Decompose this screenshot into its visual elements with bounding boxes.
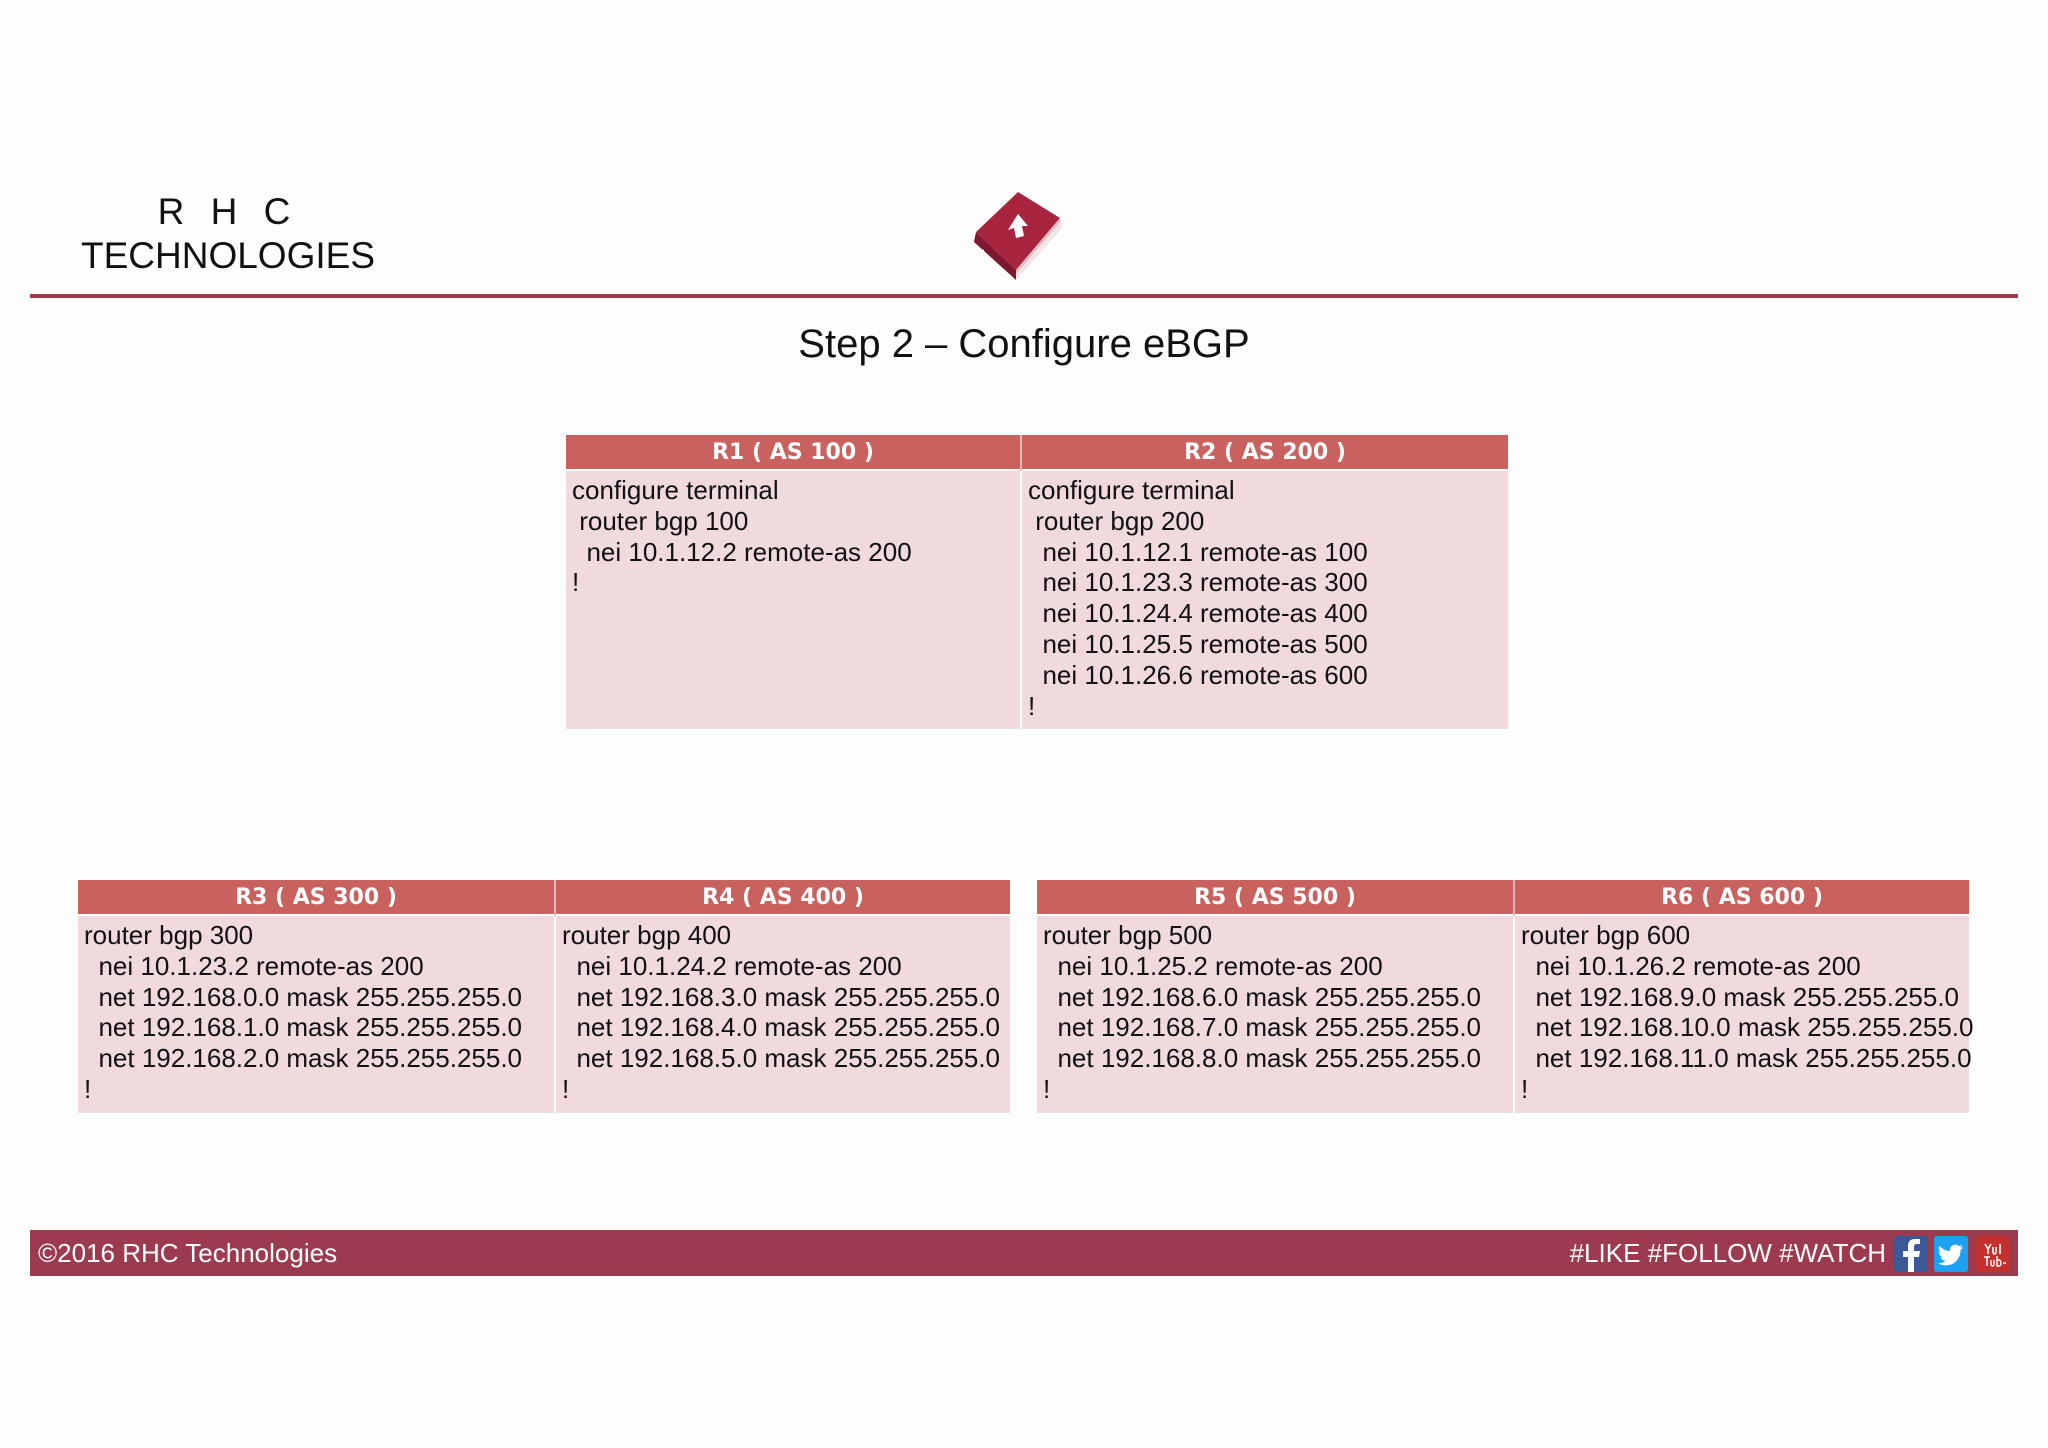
table-header-r2: R2 ( AS 200 ) xyxy=(1021,435,1508,470)
footer-hashtags: #LIKE #FOLLOW #WATCH xyxy=(1569,1238,1886,1268)
config-table-r1-r2 xyxy=(566,435,1508,729)
config-text-r5: router bgp 500 nei 10.1.25.2 remote-as 200 net 192.168.6.0 mask 255.255.255.0 net 192.168.7.0 mask 255.255.255.0 net 192.168.8.0 mask 255.255.255.0 ! xyxy=(1043,920,1482,1104)
youtube-icon[interactable] xyxy=(1976,1236,2010,1272)
config-text-r3: router bgp 300 nei 10.1.23.2 remote-as 200 net 192.168.0.0 mask 255.255.255.0 net 192.168.1.0 mask 255.255.255.0 net 192.168.2.0 mask 255.255.255.0 ! xyxy=(84,920,523,1104)
config-cell-r3 xyxy=(78,915,555,1113)
company-name-line1: R H C xyxy=(157,191,299,232)
config-cell-r4 xyxy=(555,915,1010,1113)
config-table-r3-r4 xyxy=(78,880,1010,1113)
footer-copyright: ©2016 RHC Technologies xyxy=(38,1238,338,1268)
company-name xyxy=(60,190,396,278)
config-cell-r1 xyxy=(566,470,1021,729)
config-text-r6: router bgp 600 nei 10.1.26.2 remote-as 200 net 192.168.9.0 mask 255.255.255.0 net 192.168.10.0 mask 255.255.255.0 net 192.168.11.0 mask 255.255.255.0 ! xyxy=(1521,920,1974,1104)
page-title: Step 2 – Configure eBGP xyxy=(798,322,1250,366)
config-text-r4: router bgp 400 nei 10.1.24.2 remote-as 200 net 192.168.3.0 mask 255.255.255.0 net 192.168.4.0 mask 255.255.255.0 net 192.168.5.0 mask 255.255.255.0 ! xyxy=(562,920,1001,1104)
table-header-r1: R1 ( AS 100 ) xyxy=(566,435,1021,470)
config-text-r2: configure terminal router bgp 200 nei 10.1.12.1 remote-as 100 nei 10.1.23.3 remote-as 300 nei 10.1.24.4 remote-as 400 nei 10.1.25.5 remote-as 500 nei 10.1.26.6 remote-as 600 ! xyxy=(1028,475,1368,721)
table-header-r3: R3 ( AS 300 ) xyxy=(78,880,555,915)
facebook-icon[interactable] xyxy=(1894,1236,1928,1272)
company-name-line2: TECHNOLOGIES xyxy=(81,235,375,276)
table-header-r6: R6 ( AS 600 ) xyxy=(1514,880,1969,915)
footer-bar xyxy=(30,1230,2018,1276)
table-header-r4: R4 ( AS 400 ) xyxy=(555,880,1010,915)
header-divider xyxy=(30,294,2018,298)
twitter-icon[interactable] xyxy=(1934,1236,1968,1272)
table-header-r5: R5 ( AS 500 ) xyxy=(1037,880,1514,915)
config-cell-r6 xyxy=(1514,915,1974,1113)
config-cell-r2 xyxy=(1021,470,1508,729)
config-text-r1: configure terminal router bgp 100 nei 10.1.12.2 remote-as 200 ! xyxy=(572,475,912,598)
config-table-r5-r6 xyxy=(1037,880,1974,1113)
config-cell-r5 xyxy=(1037,915,1514,1113)
book-upload-icon xyxy=(968,188,1068,284)
